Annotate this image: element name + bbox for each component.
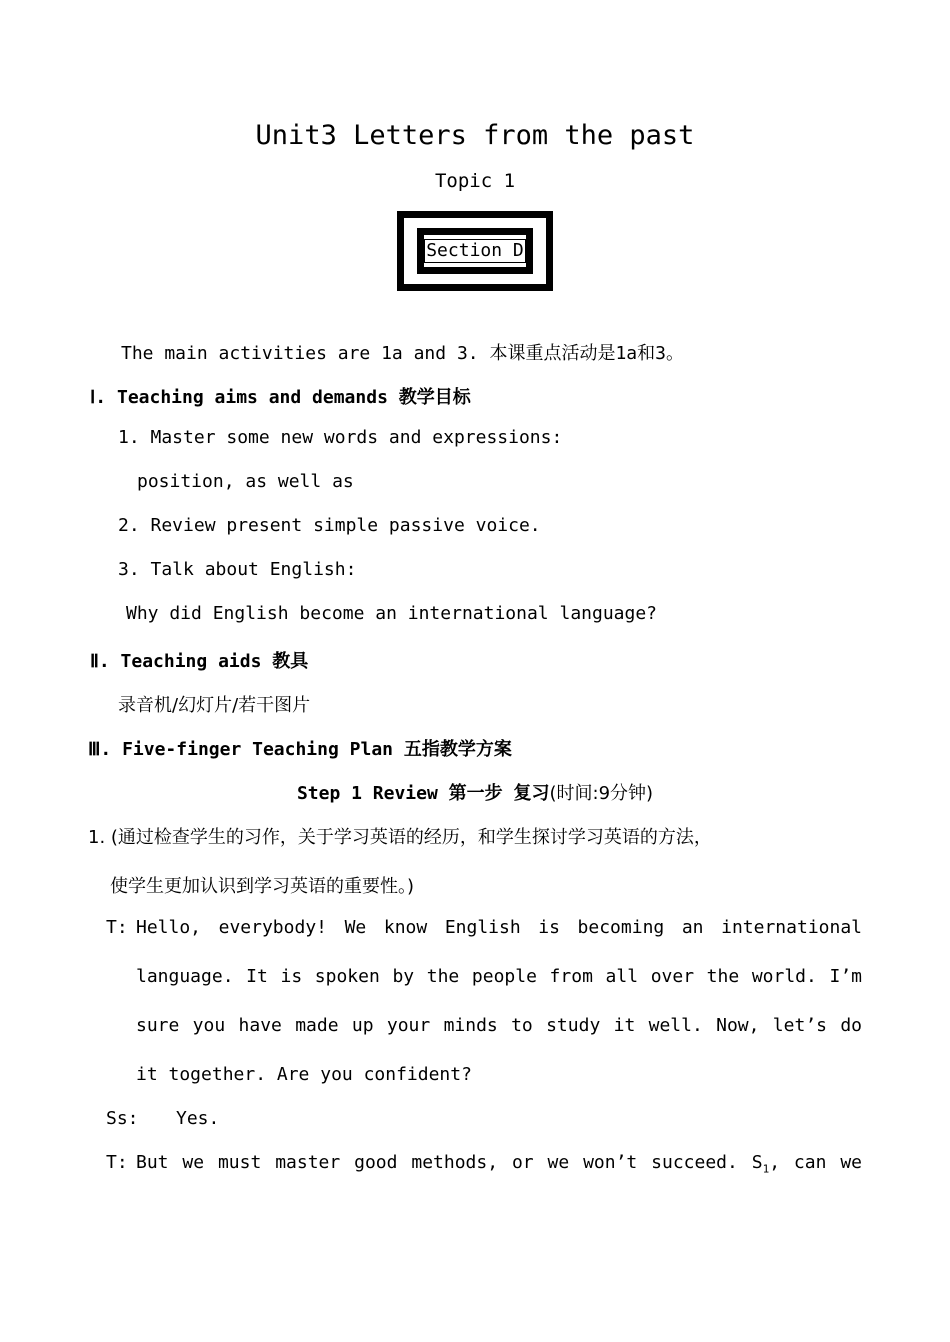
section1-heading: Ⅰ. Teaching aims and demands 教学目标 bbox=[90, 387, 471, 408]
dialogue-line: sure you have made up your minds to study it well. Now, let’s do bbox=[136, 1015, 862, 1036]
topic-label: Topic 1 bbox=[434, 170, 516, 192]
dialogue-line: Hello, everybody! We know English is becoming an international bbox=[136, 917, 862, 938]
aim-item: 3. Talk about English: bbox=[118, 559, 357, 580]
dialogue-line: it together. Are you confident? bbox=[136, 1064, 472, 1085]
section3-heading: Ⅲ. Five-finger Teaching Plan 五指教学方案 bbox=[88, 739, 512, 760]
subscript: 1 bbox=[762, 1162, 770, 1176]
teaching-aids-list: 录音机/幻灯片/若干图片 bbox=[118, 695, 311, 716]
aim-item: Why did English become an international language? bbox=[126, 603, 658, 624]
speaker-label: Ss: bbox=[106, 1108, 139, 1129]
dialogue-line: language. It is spoken by the people from all over the world. I’m bbox=[136, 966, 862, 987]
aim-item: position, as well as bbox=[137, 471, 354, 492]
step-heading bbox=[0, 779, 950, 805]
document-title: Unit3 Letters from the past bbox=[255, 120, 695, 151]
speaker-label: T: bbox=[106, 917, 128, 938]
dialogue-text: But we must master good methods, or we won’t succeed. S bbox=[136, 1152, 763, 1173]
section-label: Section D bbox=[426, 240, 524, 261]
step-note-line: 使学生更加认识到学习英语的重要性。) bbox=[110, 876, 415, 897]
dialogue-text: , can we bbox=[769, 1152, 863, 1173]
step-title: Step 1 Review 第一步 复习 bbox=[296, 783, 550, 804]
aim-item: 1. Master some new words and expressions: bbox=[118, 427, 563, 448]
intro-text: The main activities are 1a and 3. 本课重点活动是1a和3。 bbox=[121, 343, 684, 364]
section-frame-inner bbox=[417, 228, 533, 274]
dialogue-line bbox=[136, 1152, 862, 1176]
section-frame bbox=[397, 211, 553, 291]
speaker-label: T: bbox=[106, 1152, 128, 1173]
step-time: (时间:9分钟) bbox=[549, 783, 654, 804]
step-note-line: 1. (通过检查学生的习作，关于学习英语的经历，和学生探讨学习英语的方法， bbox=[88, 827, 712, 848]
section2-heading: Ⅱ. Teaching aids 教具 bbox=[90, 651, 309, 672]
dialogue-line: Yes. bbox=[176, 1108, 220, 1129]
aim-item: 2. Review present simple passive voice. bbox=[118, 515, 541, 536]
